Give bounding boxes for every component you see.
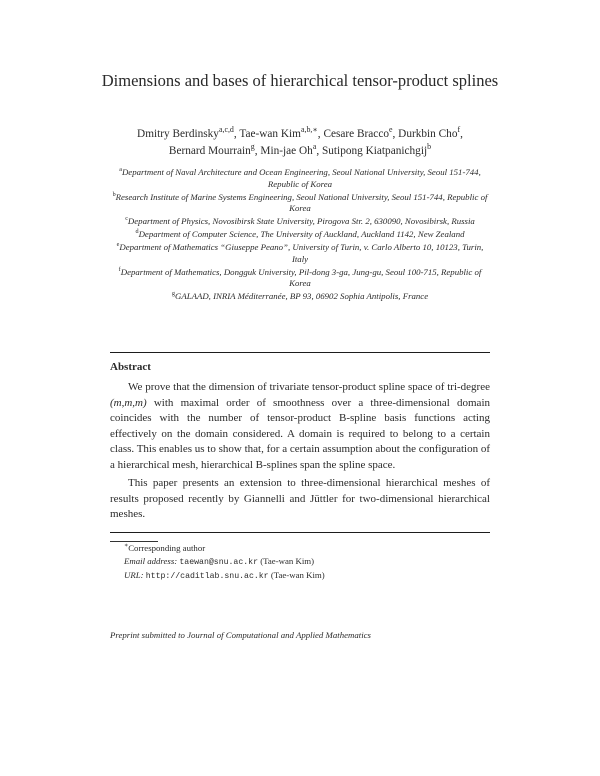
affiliation	[112, 216, 488, 228]
author	[168, 142, 261, 157]
author-name: Durkbin Cho	[398, 128, 458, 140]
corresponding-author-note	[110, 542, 490, 555]
affiliation-mark: g	[171, 291, 175, 298]
author-separator: ,	[460, 128, 463, 140]
author-name: Cesare Bracco	[323, 128, 389, 140]
author-marks: a,c,d	[218, 125, 234, 135]
affiliation-text: Department of Physics, Novosibirsk State University, Pirogova Str. 2, 630090, Novosibirsk, Russia	[127, 216, 475, 227]
url-owner: (Tae-wan Kim)	[270, 570, 325, 580]
footnote-mark: ∗	[124, 543, 129, 550]
paper-title: Dimensions and bases of hierarchical tensor-product splines	[101, 71, 499, 90]
author-name: Tae-wan Kim	[239, 128, 301, 140]
affiliation-mark: d	[135, 229, 139, 236]
author	[321, 142, 432, 157]
affiliation	[112, 192, 488, 215]
author-marks: g	[250, 142, 255, 152]
affiliation-text: Research Institute of Marine Systems Engineering, Seoul National University, Seoul 151-744, Republic of Korea	[115, 191, 488, 214]
math-expression: (m,m,m)	[110, 396, 147, 409]
author-marks: a,b,∗	[300, 125, 318, 135]
url-note	[110, 569, 490, 584]
email-label: Email address:	[124, 555, 178, 566]
affiliation-text: Department of Naval Architecture and Ocean Engineering, Seoul National University, Seoul 151-744, Republic of Korea	[121, 167, 481, 189]
author-list	[100, 126, 500, 160]
author	[137, 125, 240, 140]
author-separator: ,	[392, 128, 399, 140]
abstract-paragraph: This paper presents an extension to three-dimensional hierarchical meshes of results proposed recently by Giannelli and Jüttler for two-dimensional hierarchical meshes.	[110, 477, 490, 520]
affiliation-mark: b	[112, 191, 116, 198]
email-owner: (Tae-wan Kim)	[260, 555, 315, 566]
author-marks: f	[457, 125, 461, 135]
affiliation-text: Department of Computer Science, The University of Auckland, Auckland 1142, New Zealand	[138, 229, 465, 240]
affiliation-mark: a	[119, 167, 122, 174]
footnote-text: Corresponding author	[128, 543, 206, 553]
author	[260, 142, 322, 157]
author	[239, 125, 324, 140]
affiliation	[112, 242, 488, 265]
author-name: Sutipong Kiatpanichgij	[321, 145, 428, 157]
author-separator: ,	[233, 128, 240, 140]
affiliation-mark: f	[118, 266, 121, 273]
url-label: URL:	[124, 570, 144, 580]
author-name: Dmitry Berdinsky	[137, 128, 219, 140]
affiliation	[112, 291, 488, 303]
url-link[interactable]: http://caditlab.snu.ac.kr	[145, 572, 269, 581]
abstract-paragraph	[110, 380, 490, 473]
author-name: Min-jae Oh	[260, 145, 313, 157]
affiliation	[112, 167, 488, 190]
affiliation-list	[112, 167, 488, 304]
abstract-heading: Abstract	[110, 361, 151, 373]
affiliation-text: Department of Mathematics “Giuseppe Peano”, University of Turin, v. Carlo Alberto 10, 10123, Turin, Italy	[119, 242, 484, 264]
author-separator: ,	[254, 145, 261, 157]
author	[398, 125, 463, 140]
author-name: Bernard Mourrain	[168, 145, 251, 157]
email-note	[110, 555, 490, 570]
author-marks: a	[312, 142, 317, 152]
author-marks: e	[389, 125, 393, 135]
abstract-top-rule	[110, 352, 490, 353]
author-separator: ,	[317, 128, 324, 140]
email-link[interactable]: taewan@snu.ac.kr	[179, 557, 259, 567]
affiliation-text: Department of Mathematics, Dongguk University, Pil-dong 3-ga, Jung-gu, Seoul 100-715, Republic of Korea	[120, 266, 482, 289]
preprint-note: Preprint submitted to Journal of Computational and Applied Mathematics	[110, 630, 371, 640]
author-marks: b	[427, 142, 432, 152]
affiliation-mark: e	[116, 242, 120, 249]
author-separator: ,	[316, 145, 322, 157]
footnotes	[110, 542, 490, 584]
abstract-text: with maximal order of smoothness over a three-dimensional domain coincides with the number of tensor-product B-spline basis functions acting effectively on the domain considered. A domain is required to belong to a certain class. This enables us to show that, for a certain assumption about the configuration of a hierarchical mesh, hierarchical B-splines span the spline space.	[110, 396, 490, 471]
abstract-bottom-rule	[110, 532, 490, 533]
abstract-text: We prove that the dimension of trivariate tensor-product spline space of tri-degree	[128, 381, 490, 393]
affiliation	[112, 229, 488, 241]
affiliation-mark: c	[125, 216, 128, 223]
affiliation	[112, 267, 488, 290]
author	[323, 125, 399, 140]
affiliation-text: GALAAD, INRIA Méditerranée, BP 93, 06902 Sophia Antipolis, France	[174, 291, 429, 302]
abstract-body	[110, 380, 490, 526]
